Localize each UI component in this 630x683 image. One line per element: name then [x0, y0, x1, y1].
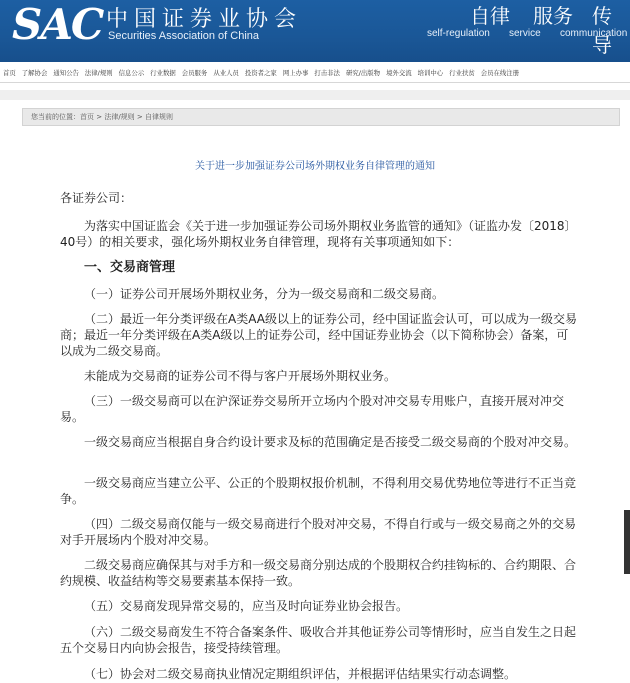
article-paragraph: （一）证券公司开展场外期权业务，分为一级交易商和二级交易商。 [84, 287, 445, 301]
nav-item-international[interactable]: 境外交流 [386, 69, 412, 77]
nav-item-training[interactable]: 培训中心 [417, 69, 444, 77]
article-paragraph: 二级交易商应确保其与对手方和一级交易商分别达成的个股期权合约挂钩标的、合约期限、合约规模、收益结构等交易要素基本保持一致。 [60, 558, 577, 588]
breadcrumb [22, 108, 620, 126]
article-paragraph: （六）二级交易商发生不符合备案条件、吸收合并其他证券公司等情形时，应当自发生之日起五个交易日内向协会报告，接受持续管理。 [60, 625, 577, 655]
nav-item-research[interactable]: 研究/出版物 [345, 69, 381, 77]
section-heading: 一、交易商管理 [84, 260, 176, 275]
sac-logo[interactable]: SAC [12, 0, 103, 49]
article-paragraph: 一级交易商应当建立公平、公正的个股期权报价机制，不得利用交易优势地位等进行不正当竞争。 [60, 476, 577, 506]
org-name-en: Securities Association of China [108, 30, 260, 42]
article-paragraph: 为落实中国证监会《关于进一步加强证券公司场外期权业务监管的通知》（证监办发〔2018〕40号）的相关要求，强化场外期权业务自律管理，现将有关事项通知如下： [60, 219, 577, 249]
nav-item-investors[interactable]: 投资者之家 [244, 69, 277, 77]
nav-item-practitioners[interactable]: 从业人员 [213, 69, 239, 77]
slogan-communication: 传导 [592, 4, 612, 57]
scroll-handle[interactable] [624, 510, 630, 574]
site-header [0, 0, 630, 62]
main-nav [0, 64, 630, 83]
nav-item-disclosure[interactable]: 信息公示 [118, 69, 145, 77]
article-paragraph: 未能成为交易商的证券公司不得与客户开展场外期权业务。 [84, 369, 397, 383]
nav-item-laws[interactable]: 法律/规则 [84, 69, 113, 77]
slogan-service: 服务 [533, 4, 573, 28]
nav-item-about[interactable]: 了解协会 [21, 69, 48, 77]
nav-item-data[interactable]: 行业数据 [150, 69, 176, 77]
org-name-cn: 中国证券业协会 [106, 7, 303, 32]
article-paragraph: （二）最近一年分类评级在A类AA级以上的证券公司，经中国证监会认可，可以成为一级交易商；最近一年分类评级在A类A级以上的证券公司，经中国证券业协会（以下简称协会）备案，可以成为二级交易商。 [60, 312, 577, 358]
nav-item-anti-illegal[interactable]: 打击非法 [314, 69, 340, 77]
article-paragraph: 一级交易商应当根据自身合约设计要求及标的范围确定是否接受二级交易商的个股对冲交易。 [84, 435, 577, 449]
nav-item-home[interactable]: 首页 [3, 69, 16, 77]
slogan-self-regulation-en: self-regulation [427, 28, 490, 39]
nav-item-poverty[interactable]: 行业扶贫 [449, 69, 475, 77]
article-paragraph: 各证券公司： [60, 191, 133, 205]
breadcrumb-text[interactable]: 您当前的位置：首页 > 法律/规则 > 自律规则 [31, 113, 173, 121]
article-paragraph: （三）一级交易商可以在沪深证券交易所开立场内个股对冲交易专用账户，直接开展对冲交易。 [60, 394, 565, 424]
nav-item-register[interactable]: 会员在线注册 [480, 69, 520, 77]
article-title: 关于进一步加强证券公司场外期权业务自律管理的通知 [195, 161, 435, 172]
nav-item-online[interactable]: 网上办事 [282, 69, 309, 77]
slogan-self-regulation: 自律 [470, 4, 510, 28]
sub-bar [0, 90, 630, 100]
article-paragraph: （七）协会对二级交易商执业情况定期组织评估，并根据评估结果实行动态调整。 [84, 667, 517, 681]
article-paragraph: （四）二级交易商仅能与一级交易商进行个股对冲交易，不得自行或与一级交易商之外的交易对手开展场内个股对冲交易。 [60, 517, 577, 547]
nav-item-member-service[interactable]: 会员服务 [181, 69, 208, 77]
slogan-service-en: service [509, 28, 541, 39]
slogan-communication-en: communication [560, 28, 628, 39]
article-paragraph: （五）交易商发现异常交易的，应当及时向证券业协会报告。 [84, 599, 409, 613]
nav-item-notices[interactable]: 通知公告 [53, 69, 79, 77]
